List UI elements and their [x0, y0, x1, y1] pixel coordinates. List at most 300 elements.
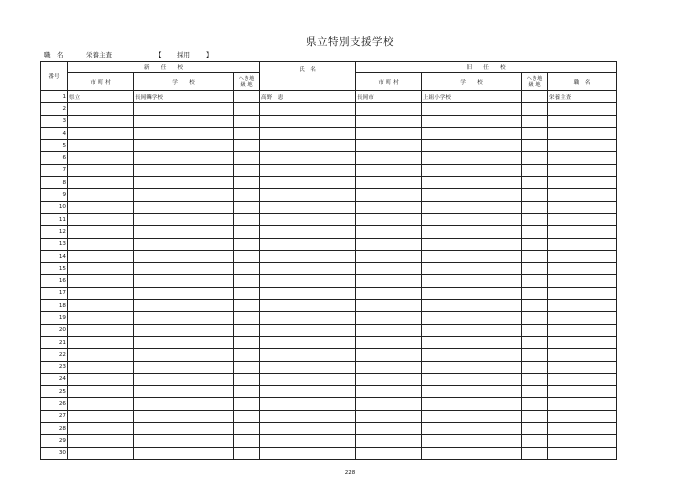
cell-new-school: [134, 373, 234, 385]
cell-old-city: [356, 386, 422, 398]
cell-new-city: [68, 164, 134, 176]
cell-name: [260, 238, 356, 250]
cell-no: 16: [41, 275, 68, 287]
cell-old-school: [422, 447, 522, 459]
cell-name: [260, 300, 356, 312]
cell-no: 30: [41, 447, 68, 459]
cell-old-city: [356, 177, 422, 189]
cell-new-school: [134, 410, 234, 422]
cell-old-city: [356, 435, 422, 447]
cell-old-school: [422, 201, 522, 213]
table-row: [41, 152, 617, 164]
cell-new-city: [68, 349, 134, 361]
cell-new-city: [68, 189, 134, 201]
cell-name: [260, 435, 356, 447]
cell-name: [260, 140, 356, 152]
table-row: [41, 238, 617, 250]
cell-no: 3: [41, 115, 68, 127]
cell-old-school: [422, 361, 522, 373]
cell-old-remote: [522, 435, 548, 447]
cell-job: [548, 263, 617, 275]
cell-old-school: [422, 410, 522, 422]
cell-name: [260, 164, 356, 176]
cell-new-remote: [234, 287, 260, 299]
cell-new-school: [134, 263, 234, 275]
job-value: 栄養主査: [86, 51, 112, 59]
cell-new-remote: [234, 336, 260, 348]
cell-new-remote: [234, 373, 260, 385]
cell-name: [260, 312, 356, 324]
cell-name: [260, 103, 356, 115]
cell-old-city: [356, 213, 422, 225]
cell-job: [548, 398, 617, 410]
cell-new-remote: [234, 226, 260, 238]
table-row: [41, 373, 617, 385]
cell-old-city: [356, 152, 422, 164]
cell-old-city: [356, 300, 422, 312]
cell-new-city: 県立: [68, 91, 134, 103]
table-row: [41, 275, 617, 287]
cell-name: 高野 恵: [260, 91, 356, 103]
cell-new-school: [134, 250, 234, 262]
cell-new-city: [68, 423, 134, 435]
cell-new-remote: [234, 238, 260, 250]
cell-old-remote: [522, 386, 548, 398]
cell-no: 10: [41, 201, 68, 213]
cell-new-school: [134, 127, 234, 139]
header-old-school: 旧 任 校: [356, 62, 617, 73]
cell-new-city: [68, 435, 134, 447]
bracket-open: 【: [155, 51, 162, 59]
table-row: [41, 349, 617, 361]
cell-old-school: [422, 423, 522, 435]
cell-no: 7: [41, 164, 68, 176]
cell-job: [548, 201, 617, 213]
cell-no: 26: [41, 398, 68, 410]
cell-new-school: [134, 287, 234, 299]
cell-old-school: [422, 386, 522, 398]
cell-new-remote: [234, 312, 260, 324]
cell-old-city: [356, 361, 422, 373]
table-row: [41, 324, 617, 336]
cell-old-remote: [522, 263, 548, 275]
cell-new-school: [134, 447, 234, 459]
cell-old-city: [356, 226, 422, 238]
cell-new-remote: [234, 349, 260, 361]
cell-new-school: [134, 361, 234, 373]
cell-new-remote: [234, 386, 260, 398]
cell-new-school: [134, 164, 234, 176]
cell-new-remote: [234, 250, 260, 262]
cell-old-school: [422, 324, 522, 336]
cell-old-school: [422, 226, 522, 238]
cell-no: 11: [41, 213, 68, 225]
table-row: [41, 447, 617, 459]
header-job: 職 名: [548, 73, 617, 91]
cell-old-city: [356, 201, 422, 213]
cell-old-school: [422, 398, 522, 410]
cell-no: 14: [41, 250, 68, 262]
cell-old-city: [356, 140, 422, 152]
cell-old-remote: [522, 324, 548, 336]
cell-old-school: [422, 213, 522, 225]
cell-old-remote: [522, 250, 548, 262]
table-row: [41, 287, 617, 299]
table-row: [41, 115, 617, 127]
bracket-close: 】: [206, 51, 213, 59]
cell-old-school: [422, 287, 522, 299]
cell-new-remote: [234, 324, 260, 336]
cell-job: [548, 275, 617, 287]
cell-old-remote: [522, 238, 548, 250]
cell-new-city: [68, 312, 134, 324]
table-row: [41, 127, 617, 139]
cell-new-remote: [234, 201, 260, 213]
cell-no: 24: [41, 373, 68, 385]
table-row: [41, 435, 617, 447]
cell-job: [548, 127, 617, 139]
cell-new-remote: [234, 152, 260, 164]
cell-new-school: [134, 201, 234, 213]
cell-job: [548, 140, 617, 152]
cell-old-school: [422, 250, 522, 262]
cell-no: 29: [41, 435, 68, 447]
cell-job: [548, 164, 617, 176]
cell-new-remote: [234, 115, 260, 127]
cell-new-city: [68, 275, 134, 287]
cell-job: [548, 361, 617, 373]
cell-old-remote: [522, 152, 548, 164]
cell-no: 18: [41, 300, 68, 312]
cell-job: [548, 300, 617, 312]
cell-old-remote: [522, 300, 548, 312]
cell-old-remote: [522, 349, 548, 361]
cell-new-remote: [234, 263, 260, 275]
table-row: [41, 423, 617, 435]
cell-no: 17: [41, 287, 68, 299]
cell-old-remote: [522, 373, 548, 385]
cell-new-remote: [234, 423, 260, 435]
cell-no: 13: [41, 238, 68, 250]
cell-new-remote: [234, 103, 260, 115]
cell-new-remote: [234, 91, 260, 103]
header-old-city: 市 町 村: [356, 73, 422, 91]
cell-name: [260, 115, 356, 127]
cell-old-remote: [522, 189, 548, 201]
cell-old-remote: [522, 164, 548, 176]
cell-job: [548, 312, 617, 324]
cell-new-remote: [234, 189, 260, 201]
cell-new-city: [68, 263, 134, 275]
cell-old-city: [356, 423, 422, 435]
cell-name: [260, 275, 356, 287]
cell-job: [548, 238, 617, 250]
cell-old-school: [422, 312, 522, 324]
cell-old-city: [356, 263, 422, 275]
cell-old-remote: [522, 410, 548, 422]
cell-new-school: [134, 275, 234, 287]
header-new-remote: へき地 級 地: [234, 73, 260, 91]
cell-old-remote: [522, 91, 548, 103]
cell-new-school: [134, 386, 234, 398]
cell-new-city: [68, 324, 134, 336]
cell-old-remote: [522, 287, 548, 299]
cell-new-city: [68, 336, 134, 348]
cell-name: [260, 226, 356, 238]
cell-old-remote: [522, 115, 548, 127]
cell-old-school: [422, 115, 522, 127]
table-row: [41, 336, 617, 348]
table-row: [41, 189, 617, 201]
cell-old-remote: [522, 213, 548, 225]
cell-new-school: [134, 115, 234, 127]
cell-new-city: [68, 213, 134, 225]
cell-name: [260, 152, 356, 164]
table-row: [41, 226, 617, 238]
cell-old-school: [422, 140, 522, 152]
page-number: 228: [344, 470, 356, 476]
cell-old-city: [356, 410, 422, 422]
cell-old-city: [356, 164, 422, 176]
cell-new-remote: [234, 213, 260, 225]
cell-old-school: [422, 103, 522, 115]
cell-name: [260, 398, 356, 410]
cell-new-city: [68, 152, 134, 164]
cell-old-city: 長岡市: [356, 91, 422, 103]
table-row: [41, 140, 617, 152]
cell-job: [548, 336, 617, 348]
cell-old-remote: [522, 226, 548, 238]
cell-new-city: [68, 410, 134, 422]
cell-old-city: [356, 447, 422, 459]
cell-new-school: [134, 336, 234, 348]
cell-new-school: [134, 140, 234, 152]
cell-name: [260, 177, 356, 189]
cell-new-school: 長岡聾学校: [134, 91, 234, 103]
cell-new-city: [68, 398, 134, 410]
table-row: [41, 398, 617, 410]
cell-job: [548, 250, 617, 262]
cell-new-city: [68, 373, 134, 385]
cell-no: 23: [41, 361, 68, 373]
table-row: [41, 213, 617, 225]
cell-old-remote: [522, 140, 548, 152]
cell-new-school: [134, 312, 234, 324]
cell-new-city: [68, 226, 134, 238]
cell-old-city: [356, 250, 422, 262]
cell-old-city: [356, 238, 422, 250]
cell-old-school: [422, 189, 522, 201]
cell-name: [260, 386, 356, 398]
cell-old-school: [422, 275, 522, 287]
cell-name: [260, 287, 356, 299]
category-value: 採用: [177, 51, 190, 59]
cell-old-city: [356, 127, 422, 139]
header-old-remote: へき地 級 地: [522, 73, 548, 91]
cell-old-remote: [522, 312, 548, 324]
cell-job: [548, 152, 617, 164]
table-row: [41, 201, 617, 213]
cell-old-city: [356, 115, 422, 127]
cell-new-school: [134, 324, 234, 336]
cell-no: 4: [41, 127, 68, 139]
cell-name: [260, 127, 356, 139]
cell-no: 15: [41, 263, 68, 275]
cell-new-remote: [234, 361, 260, 373]
table-row: [41, 410, 617, 422]
cell-name: [260, 349, 356, 361]
header-new-school: 新 任 校: [68, 62, 260, 73]
cell-old-remote: [522, 336, 548, 348]
cell-job: [548, 423, 617, 435]
table-row: [41, 103, 617, 115]
cell-old-remote: [522, 447, 548, 459]
cell-new-remote: [234, 275, 260, 287]
cell-name: [260, 423, 356, 435]
cell-new-remote: [234, 435, 260, 447]
cell-name: [260, 410, 356, 422]
table-row: [41, 250, 617, 262]
cell-new-school: [134, 177, 234, 189]
cell-no: 1: [41, 91, 68, 103]
cell-job: [548, 435, 617, 447]
cell-no: 20: [41, 324, 68, 336]
cell-job: [548, 177, 617, 189]
table-row: [41, 300, 617, 312]
header-new-city: 市 町 村: [68, 73, 134, 91]
job-label: 職 名: [44, 51, 64, 59]
cell-new-city: [68, 127, 134, 139]
cell-new-city: [68, 140, 134, 152]
cell-name: [260, 250, 356, 262]
cell-new-city: [68, 115, 134, 127]
cell-name: [260, 201, 356, 213]
cell-new-school: [134, 189, 234, 201]
cell-new-city: [68, 386, 134, 398]
cell-job: [548, 386, 617, 398]
table-row: [41, 177, 617, 189]
cell-new-school: [134, 238, 234, 250]
cell-old-city: [356, 373, 422, 385]
page-title: 県立特別支援学校: [306, 36, 394, 48]
table-row: [41, 91, 617, 103]
cell-old-school: [422, 336, 522, 348]
cell-new-school: [134, 213, 234, 225]
cell-new-city: [68, 361, 134, 373]
cell-old-city: [356, 324, 422, 336]
cell-no: 2: [41, 103, 68, 115]
cell-old-city: [356, 275, 422, 287]
cell-no: 27: [41, 410, 68, 422]
cell-no: 22: [41, 349, 68, 361]
cell-no: 25: [41, 386, 68, 398]
header-row-1: [41, 62, 617, 73]
cell-old-remote: [522, 423, 548, 435]
cell-no: 19: [41, 312, 68, 324]
cell-old-city: [356, 189, 422, 201]
cell-new-school: [134, 398, 234, 410]
cell-name: [260, 336, 356, 348]
cell-old-city: [356, 103, 422, 115]
cell-no: 6: [41, 152, 68, 164]
cell-old-school: [422, 127, 522, 139]
cell-old-city: [356, 312, 422, 324]
cell-old-remote: [522, 127, 548, 139]
cell-no: 12: [41, 226, 68, 238]
cell-old-school: 上組小学校: [422, 91, 522, 103]
cell-new-remote: [234, 140, 260, 152]
cell-job: [548, 373, 617, 385]
table-row: [41, 386, 617, 398]
cell-new-school: [134, 226, 234, 238]
cell-old-city: [356, 398, 422, 410]
cell-new-school: [134, 300, 234, 312]
header-number: 番号: [41, 62, 68, 91]
header-old-school-col: 学 校: [422, 73, 522, 91]
cell-new-city: [68, 177, 134, 189]
cell-name: [260, 361, 356, 373]
cell-job: [548, 349, 617, 361]
cell-old-school: [422, 164, 522, 176]
cell-new-city: [68, 103, 134, 115]
cell-job: [548, 287, 617, 299]
cell-old-school: [422, 435, 522, 447]
cell-old-city: [356, 349, 422, 361]
cell-new-remote: [234, 127, 260, 139]
cell-old-city: [356, 336, 422, 348]
cell-new-school: [134, 103, 234, 115]
table-row: [41, 361, 617, 373]
cell-new-remote: [234, 164, 260, 176]
table-row: [41, 312, 617, 324]
cell-new-school: [134, 349, 234, 361]
cell-job: [548, 324, 617, 336]
cell-job: [548, 115, 617, 127]
cell-no: 21: [41, 336, 68, 348]
cell-name: [260, 373, 356, 385]
header-new-school-col: 学 校: [134, 73, 234, 91]
cell-name: [260, 213, 356, 225]
cell-no: 8: [41, 177, 68, 189]
cell-name: [260, 324, 356, 336]
cell-job: [548, 189, 617, 201]
cell-old-city: [356, 287, 422, 299]
cell-new-city: [68, 201, 134, 213]
cell-old-remote: [522, 201, 548, 213]
cell-old-remote: [522, 103, 548, 115]
cell-no: 9: [41, 189, 68, 201]
cell-old-school: [422, 349, 522, 361]
cell-name: [260, 263, 356, 275]
cell-old-school: [422, 238, 522, 250]
cell-new-city: [68, 238, 134, 250]
cell-job: [548, 410, 617, 422]
cell-new-city: [68, 287, 134, 299]
cell-old-remote: [522, 275, 548, 287]
cell-old-school: [422, 177, 522, 189]
cell-job: 栄養主査: [548, 91, 617, 103]
cell-old-remote: [522, 398, 548, 410]
cell-job: [548, 103, 617, 115]
cell-old-remote: [522, 361, 548, 373]
cell-new-remote: [234, 177, 260, 189]
cell-new-school: [134, 423, 234, 435]
cell-old-school: [422, 263, 522, 275]
cell-new-school: [134, 435, 234, 447]
table-row: [41, 263, 617, 275]
cell-name: [260, 189, 356, 201]
cell-no: 28: [41, 423, 68, 435]
